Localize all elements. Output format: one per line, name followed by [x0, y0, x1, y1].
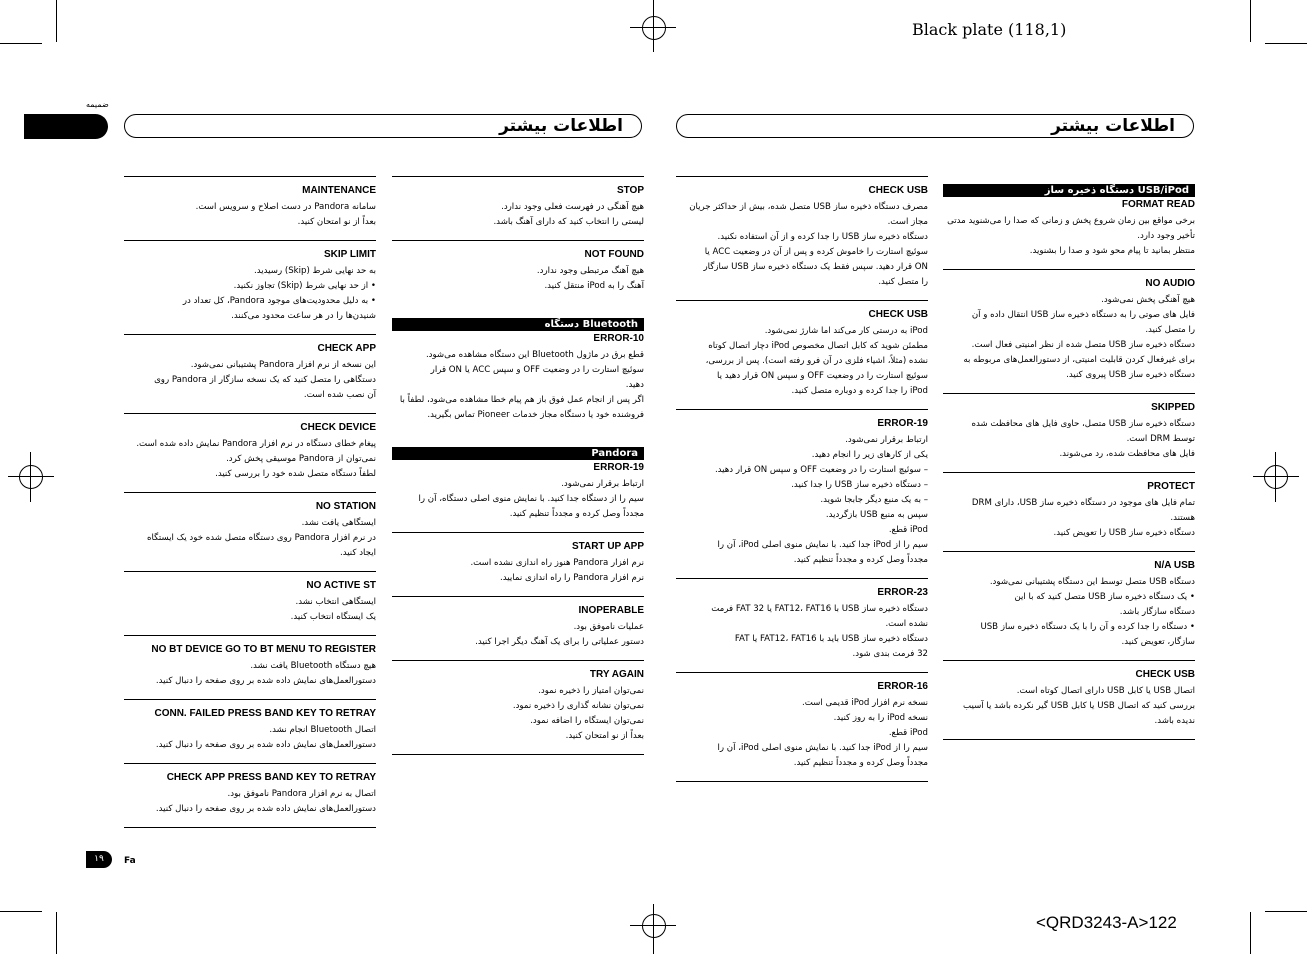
- message-entry: [676, 176, 928, 300]
- message-text-line: مجدداً وصل کرده و مجدداً تنظیم کنید.: [793, 555, 928, 565]
- crop-mark: [8, 476, 54, 477]
- message-entry: [124, 571, 376, 635]
- registration-mark-icon: [642, 16, 666, 40]
- message-entry: [124, 334, 376, 413]
- message-code: CHECK USB: [868, 309, 928, 320]
- message-code: ERROR-23: [877, 587, 928, 598]
- message-text-line: شنیدن‌ها را در هر ساعت محدود می‌کنند.: [231, 311, 376, 321]
- message-text-line: لیستی را انتخاب کنید که دارای آهنگ باشد.: [493, 217, 644, 227]
- message-text-line: نسخه نرم افزار iPod قدیمی است.: [802, 698, 928, 708]
- message-entry: [676, 300, 928, 409]
- message-text-line: سوئیچ استارت را در وضعیت OFF و سپس ACC یا ON قرار: [430, 365, 644, 375]
- message-text-line: نمی‌توان نشانه گذاری را ذخیره نمود.: [512, 701, 644, 711]
- message-text-line: 32 فرمت بندی شود.: [852, 649, 928, 659]
- column-end-rule: [943, 739, 1195, 740]
- message-text-line: هیچ آهنگ مرتبطی وجود ندارد.: [536, 266, 644, 276]
- message-text-line: هستند.: [1170, 513, 1195, 523]
- message-text-line: آن نصب شده است.: [303, 390, 376, 400]
- message-text-line: سامانه Pandora در دست اصلاح و سرویس است.: [195, 202, 376, 212]
- message-code: SKIPPED: [1151, 402, 1195, 413]
- message-text-line: ارتباط برقرار نمی‌شود.: [845, 435, 928, 445]
- message-entry: [124, 413, 376, 492]
- page-title-right: اطلاعات بیشتر: [676, 114, 1194, 138]
- message-text-line: دستگاه ذخیره ساز USB را تعویض کنید.: [1053, 528, 1195, 538]
- message-text-line: دستگاه ذخیره ساز USB متصل شده از نظر امنیتی فعال است.: [971, 340, 1195, 350]
- message-text-line: سوئیچ استارت را در وضعیت OFF و سپس ON قرار دهید یا: [716, 371, 928, 381]
- message-text-line: مجدداً وصل کرده و مجدداً تنظیم کنید.: [793, 758, 928, 768]
- message-text-line: فایل های محافظت شده، رد می‌شوند.: [1059, 449, 1195, 459]
- message-text-line: دستگاه ذخیره ساز USB را جدا کرده و از آن استفاده نکنید.: [717, 232, 928, 242]
- message-text-line: مجاز است.: [887, 217, 928, 227]
- crop-mark: [653, 0, 654, 52]
- message-code: ERROR-19: [877, 418, 928, 429]
- message-text-line: فایل های صوتی را به دستگاه ذخیره ساز USB انتقال داده و آن: [971, 310, 1195, 320]
- crop-mark: [30, 452, 31, 502]
- message-text-line: نشده است.: [885, 619, 928, 629]
- message-code: CONN. FAILED PRESS BAND KEY TO RETRAY: [154, 708, 376, 719]
- message-text-line: قطع برق در ماژول Bluetooth این دستگاه مشاهده می‌شود.: [425, 350, 644, 360]
- message-text-line: یک ایستگاه انتخاب کنید.: [290, 612, 376, 622]
- crop-mark: [0, 911, 42, 912]
- message-entry: [676, 409, 928, 578]
- message-text-line: عملیات ناموفق بود.: [573, 622, 644, 632]
- message-text-line: ایستگاهی یافت نشد.: [301, 518, 376, 528]
- message-text-line: هیچ آهنگی پخش نمی‌شود.: [1101, 295, 1195, 305]
- message-entry: [943, 197, 1195, 269]
- message-code: NO AUDIO: [1145, 278, 1195, 289]
- message-text-line: هیچ دستگاه Bluetooth یافت نشد.: [250, 661, 376, 671]
- message-code: NOT FOUND: [584, 249, 644, 260]
- message-text-line: مصرف دستگاه ذخیره ساز USB متصل شده، بیش‌ از حداکثر جریان: [689, 202, 928, 212]
- message-code: ERROR-10: [593, 333, 644, 344]
- message-text-line: • به دلیل محدودیت‌های موجود Pandora، کل تعداد در: [182, 296, 376, 306]
- message-text-line: • یک دستگاه ذخیره ساز USB متصل کنید که با این: [1014, 592, 1195, 602]
- message-text-line: دستورالعمل‌های نمایش داده شده بر روی صفحه را دنبال کنید.: [155, 804, 376, 814]
- message-code: MAINTENANCE: [302, 185, 376, 196]
- crop-mark: [56, 912, 57, 954]
- message-code: CHECK USB: [1135, 669, 1195, 680]
- message-text-line: نسخه iPod را به روز کنید.: [833, 713, 928, 723]
- message-text-line: فروشنده خود یا دستگاه مجاز خدمات Pioneer تماس بگیرید.: [427, 410, 644, 420]
- crop-mark: [1253, 476, 1299, 477]
- message-text-line: • دستگاه را جدا کرده و آن را با یک دستگاه ذخیره ساز USB: [980, 622, 1195, 632]
- message-code: PROTECT: [1147, 481, 1195, 492]
- message-code: NO STATION: [315, 501, 376, 512]
- message-entry: [124, 763, 376, 827]
- page-title-left: اطلاعات بیشتر: [124, 114, 642, 138]
- message-text-line: تأخیر وجود دارد.: [1137, 231, 1195, 241]
- message-text-line: نمی‌توان ایستگاه را اضافه نمود.: [530, 716, 644, 726]
- message-entry: [943, 551, 1195, 660]
- crop-mark: [1250, 912, 1251, 954]
- message-text-line: ON قرار دهید. سپس فقط یک دستگاه ذخیره ساز USB سازگار: [703, 262, 928, 272]
- message-text-line: ندیده باشد.: [1154, 716, 1195, 726]
- message-text-line: دستگاهی را متصل کنید که یک نسخه سازگار از Pandora روی: [154, 375, 376, 385]
- page-number-badge: ١٩: [86, 851, 112, 868]
- registration-mark-icon: [1264, 465, 1288, 489]
- crop-mark: [0, 43, 42, 44]
- message-text-line: بررسی کنید که اتصال USB یا کابل USB گیر نکرده باشد یا آسیب: [963, 701, 1195, 711]
- message-entry: [124, 176, 376, 240]
- crop-mark: [1265, 43, 1307, 44]
- message-text-line: اتصال Bluetooth انجام نشد.: [269, 725, 376, 735]
- message-text-line: دستگاه ذخیره ساز USB با FAT12، FAT16 یا FAT 32 فرمت: [711, 604, 928, 614]
- crop-mark: [56, 0, 57, 42]
- message-text-line: نرم افزار Pandora هنوز راه اندازی نشده است.: [470, 558, 644, 568]
- message-code: NO ACTIVE ST: [306, 580, 376, 591]
- column-4: [943, 170, 1195, 740]
- column-2: [392, 176, 644, 755]
- message-entry: [676, 578, 928, 672]
- message-text-line: دستگاه ذخیره ساز USB باید با FAT12، FAT16 یا FAT: [734, 634, 928, 644]
- message-entry: [124, 240, 376, 334]
- message-text-line: توسط DRM است.: [1126, 434, 1195, 444]
- message-code: STOP: [616, 185, 644, 196]
- message-text-line: سیم را از دستگاه جدا کنید. با نمایش منوی اصلی دستگاه، آن را: [418, 494, 644, 504]
- message-text-line: دستگاه USB متصل توسط این دستگاه پشتیبانی نمی‌شود.: [989, 577, 1195, 587]
- column-3: [676, 176, 928, 782]
- message-entry: [124, 492, 376, 571]
- message-code: START UP APP: [571, 541, 644, 552]
- crop-mark: [653, 904, 654, 954]
- message-text-line: این نسخه از نرم افزار Pandora پشتیبانی نمی‌شود.: [190, 360, 376, 370]
- message-text-line: سوئیچ استارت را خاموش کرده و پس از آن در وضعیت ACC یا: [704, 247, 928, 257]
- message-entry: [392, 460, 644, 532]
- crop-mark: [1265, 911, 1307, 912]
- message-text-line: – دستگاه ذخیره ساز USB را جدا کنید.: [791, 480, 928, 490]
- message-text-line: • از حد نهایی شرط (Skip) تجاوز نکنید.: [233, 281, 376, 291]
- message-text-line: نشده (مثلاً، اشیاء فلزی در آن فرو رفته است). پس از بررسی،: [705, 356, 928, 366]
- message-text-line: دهید.: [625, 380, 644, 390]
- message-text-line: – سوئیچ استارت را در وضعیت OFF و سپس ON قرار دهید.: [714, 465, 928, 475]
- message-text-line: مطمئن شوید که کابل اتصال مخصوص iPod دچار اتصال کوتاه: [708, 341, 928, 351]
- message-text-line: اتصال USB یا کابل USB دارای اتصال کوتاه است.: [1016, 686, 1195, 696]
- message-text-line: دستگاه ذخیره ساز USB پیروی کنید.: [1066, 370, 1195, 380]
- message-text-line: آهنگ را به iPod منتقل کنید.: [544, 281, 644, 291]
- column-1: [124, 176, 376, 828]
- crop-mark: [1275, 452, 1276, 502]
- message-code: CHECK DEVICE: [300, 422, 376, 433]
- document-code: <QRD3243-A>122: [1036, 913, 1177, 932]
- message-code: CHECK USB: [868, 185, 928, 196]
- message-code: SKIP LIMIT: [323, 249, 376, 260]
- message-text-line: مجدداً وصل کرده و مجدداً تنظیم کنید.: [509, 509, 644, 519]
- message-entry: [392, 596, 644, 660]
- message-text-line: سیم را از iPod جدا کنید. با نمایش منوی اصلی iPod، آن را: [717, 540, 928, 550]
- message-text-line: منتظر بمانید تا پیام محو شود و صدا را بشنوید.: [1029, 246, 1195, 256]
- message-code: INOPERABLE: [578, 605, 644, 616]
- message-text-line: دستورالعمل‌های نمایش داده شده بر روی صفحه را دنبال کنید.: [155, 740, 376, 750]
- message-text-line: بعداً از نو امتحان کنید.: [297, 217, 376, 227]
- message-text-line: iPod به درستی کار می‌کند اما شارژ نمی‌شود.: [764, 326, 928, 336]
- plate-label: Black plate (118,1): [912, 20, 1067, 39]
- message-text-line: لطفاً دستگاه متصل شده خود را بررسی کنید.: [215, 469, 376, 479]
- message-text-line: دستور عملیاتی را برای یک آهنگ دیگر اجرا کنید.: [475, 637, 644, 647]
- message-text-line: دستگاه ذخیره ساز USB متصل، حاوی فایل های محافظت شده: [971, 419, 1195, 429]
- message-text-line: ایجاد کنید.: [339, 548, 376, 558]
- message-text-line: اتصال به نرم افزار Pandora ناموفق بود.: [227, 789, 376, 799]
- column-end-rule: [676, 781, 928, 782]
- message-text-line: برخی مواقع بین زمان شروع پخش و زمانی که صدا را می‌شنوید مدتی: [947, 216, 1195, 226]
- message-entry: [943, 269, 1195, 393]
- message-code: CHECK APP: [317, 343, 376, 354]
- message-entry: [124, 635, 376, 699]
- message-text-line: iPod را جدا کرده و دوباره متصل کنید.: [791, 386, 928, 396]
- registration-mark-icon: [19, 465, 43, 489]
- message-text-line: نرم افزار Pandora را راه اندازی نمایید.: [500, 573, 644, 583]
- message-entry: [124, 699, 376, 763]
- message-text-line: سپس به منبع USB بازگردید.: [825, 510, 928, 520]
- message-code: CHECK APP PRESS BAND KEY TO RETRAY: [166, 772, 376, 783]
- message-text-line: اگر پس از انجام عمل فوق باز هم پیام خطا مشاهده می‌شود، لطفاً با: [399, 395, 644, 405]
- section-band-header: دستگاه ذخیره ساز USB/iPod: [943, 184, 1195, 197]
- crop-mark: [1250, 0, 1251, 42]
- message-text-line: دستگاه سازگار باشد.: [1119, 607, 1195, 617]
- message-text-line: ارتباط برقرار نمی‌شود.: [561, 479, 644, 489]
- message-text-line: – به یک منبع دیگر جابجا شوید.: [820, 495, 928, 505]
- message-text-line: را متصل کنید.: [878, 277, 928, 287]
- message-text-line: سیم را از iPod جدا کنید. با نمایش منوی اصلی iPod، آن را: [717, 743, 928, 753]
- message-entry: [676, 672, 928, 781]
- message-code: NO BT DEVICE GO TO BT MENU TO REGISTER: [151, 644, 376, 655]
- message-text-line: را متصل کنید.: [1145, 325, 1195, 335]
- registration-mark-icon: [642, 914, 666, 938]
- appendix-label: ضمیمه: [86, 100, 109, 109]
- message-text-line: در نرم افزار Pandora روی دستگاه متصل شده خود یک ایستگاه: [146, 533, 376, 543]
- message-entry: [392, 176, 644, 240]
- crop-mark: [630, 925, 676, 926]
- message-text-line: سازگار، تعویض کنید.: [1121, 637, 1195, 647]
- message-text-line: ایستگاهی انتخاب نشد.: [295, 597, 376, 607]
- message-code: N/A USB: [1154, 560, 1195, 571]
- message-code: TRY AGAIN: [589, 669, 644, 680]
- message-text-line: iPod قطع.: [888, 728, 928, 738]
- crop-mark: [630, 27, 676, 28]
- language-label: Fa: [124, 856, 136, 866]
- message-entry: [943, 660, 1195, 739]
- message-entry: [943, 393, 1195, 472]
- message-text-line: یکی از کارهای زیر را انجام دهید.: [811, 450, 928, 460]
- column-end-rule: [124, 827, 376, 828]
- message-entry: [943, 472, 1195, 551]
- message-entry: [392, 331, 644, 433]
- message-text-line: نمی‌توان از Pandora موسیقی پخش کرد.: [226, 454, 376, 464]
- message-text-line: بعداً از نو امتحان کنید.: [565, 731, 644, 741]
- section-tab: [24, 114, 108, 139]
- message-entry: [392, 532, 644, 596]
- message-text-line: برای غیرفعال کردن قابلیت امنیتی، از دستورالعمل‌های مربوطه به: [963, 355, 1195, 365]
- message-entry: [392, 240, 644, 304]
- section-band-header: دستگاه Bluetooth: [392, 318, 644, 331]
- section-band-header: Pandora: [392, 447, 644, 460]
- message-text-line: دستورالعمل‌های نمایش داده شده بر روی صفحه را دنبال کنید.: [155, 676, 376, 686]
- message-text-line: به حد نهایی شرط (Skip) رسیدید.: [254, 266, 376, 276]
- message-text-line: پیغام خطای دستگاه در نرم افزار Pandora نمایش داده شده است.: [136, 439, 376, 449]
- message-text-line: iPod قطع.: [888, 525, 928, 535]
- message-text-line: تمام فایل های موجود در دستگاه ذخیره ساز USB، دارای DRM: [971, 498, 1195, 508]
- message-text-line: هیچ آهنگی در فهرست فعلی وجود ندارد.: [501, 202, 644, 212]
- message-text-line: نمی‌توان امتیاز را ذخیره نمود.: [538, 686, 644, 696]
- column-end-rule: [392, 754, 644, 755]
- message-code: ERROR-19: [593, 462, 644, 473]
- message-code: FORMAT READ: [1121, 199, 1195, 210]
- message-code: ERROR-16: [877, 681, 928, 692]
- message-entry: [392, 660, 644, 754]
